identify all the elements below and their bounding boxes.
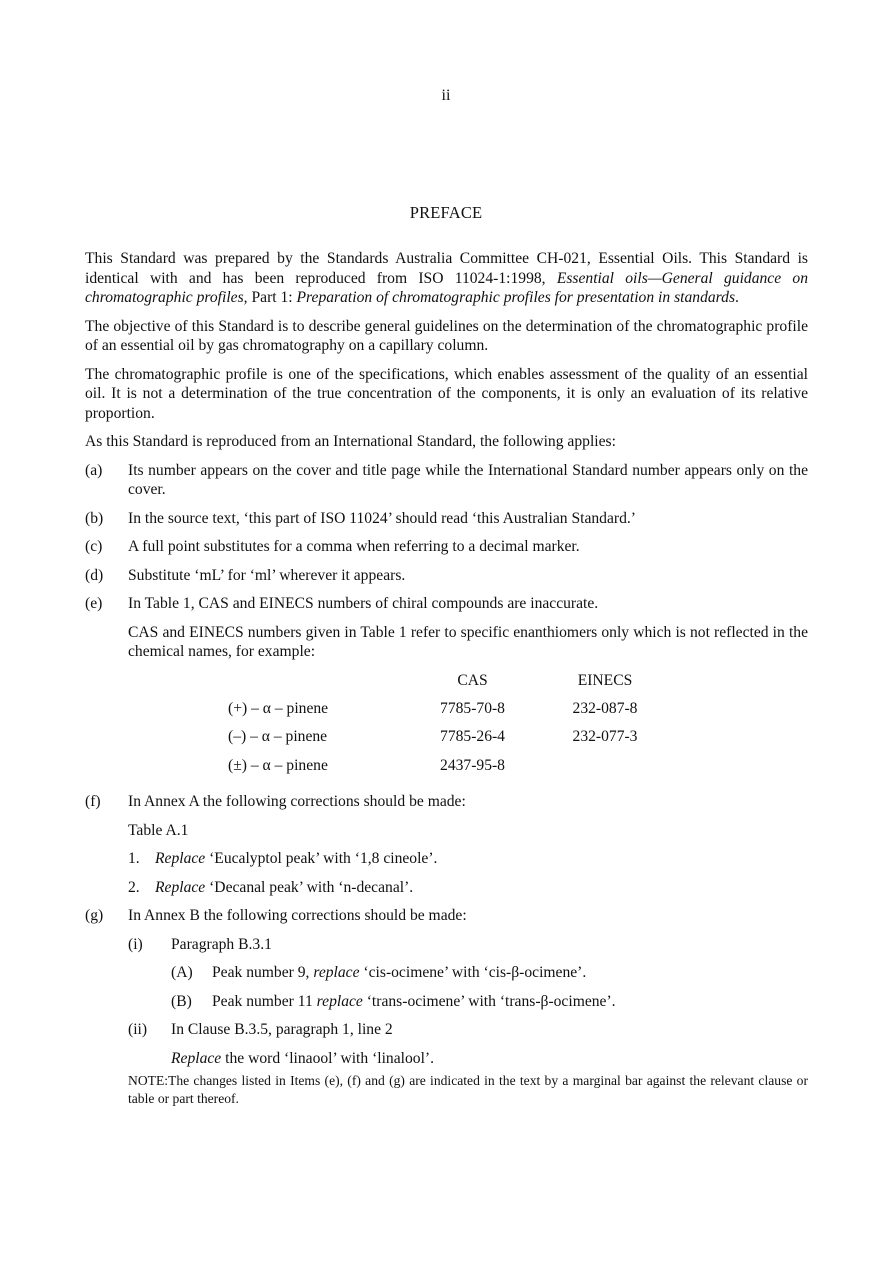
table-cell: (–) – α – pinene (228, 728, 328, 746)
item-text: Its number appears on the cover and title page while the International Standard number appears only on the cover. (128, 461, 808, 498)
subitem-ii-replacement (85, 1049, 808, 1069)
list-item-a (85, 461, 808, 500)
pinene-table (228, 671, 665, 785)
table-cell: 2437-95-8 (440, 756, 505, 774)
intro-paragraph-3: The chromatographic profile is one of the specifications, which enables assessment of the quality of an essential oil. It is not a determination of the true concentration of the components, it is only an evaluation of its relative proportion. (85, 365, 808, 422)
item-label: (f) (85, 793, 101, 811)
subitem-text: ‘trans-ocimene’ with ‘trans-β-ocimene’. (362, 992, 616, 1010)
subitem-B (85, 992, 808, 1012)
table-row (228, 699, 665, 728)
correction-verb: Replace (155, 850, 206, 868)
intro-paragraph-1 (85, 249, 808, 308)
table-cell: 7785-70-8 (440, 699, 505, 717)
page-title: PREFACE (409, 203, 483, 222)
intro-paragraph-2: The objective of this Standard is to describe general guidelines on the determination of the chromatographic profile of an essential oil by gas chromatography on a capillary column. (85, 317, 808, 354)
subitem-ii (85, 1020, 808, 1040)
intro-text: This Standard was prepared by the Standards Australia Committee CH-021, Essential Oils. This Standard is identical with and has been reproduced from ISO 11024-1:1998, (85, 250, 808, 287)
correction-number: 2. (128, 878, 140, 896)
table-header-cell: EINECS (577, 671, 633, 689)
table-cell: (+) – α – pinene (228, 699, 329, 717)
correction-number: 1. (128, 850, 140, 868)
intro-text: , Part 1: (243, 289, 297, 306)
subitem-label: (i) (128, 935, 143, 953)
subitem-text: ‘cis-ocimene’ with ‘cis-β-ocimene’. (359, 964, 587, 982)
note: NOTE:The changes listed in Items (e), (f) and (g) are indicated in the text by a marginal bar against the relevant clause or table or part thereof. (128, 1073, 808, 1107)
intro-text: . (735, 289, 739, 306)
subitem-text: Paragraph B.3.1 (171, 935, 272, 953)
table-row (228, 727, 665, 756)
list-item-g (85, 906, 808, 926)
table-header-row (228, 671, 665, 699)
subitem-i (85, 935, 808, 955)
table-header-cell: CAS (457, 671, 488, 689)
subitem-verb: Replace (171, 1049, 222, 1067)
preface-body (85, 249, 808, 1108)
item-label: (b) (85, 509, 104, 527)
correction-line-2 (85, 878, 808, 898)
table-header-cell (228, 671, 400, 699)
item-text: In Annex B the following corrections should be made: (128, 907, 467, 925)
correction-verb: Replace (155, 878, 206, 896)
table-row (228, 756, 665, 785)
subitem-A (85, 963, 808, 983)
list-item-d (85, 566, 808, 586)
correction-text: ‘Eucalyptol peak’ with ‘1,8 cineole’. (205, 850, 438, 868)
table-cell: (±) – α – pinene (228, 756, 328, 774)
item-text: A full point substitutes for a comma when referring to a decimal marker. (128, 538, 580, 555)
item-label: (c) (85, 538, 103, 555)
subitem-text: Peak number 9, (212, 964, 314, 982)
subitem-text: the word ‘linaool’ with ‘linalool’. (221, 1049, 434, 1067)
table-reference: Table A.1 (128, 821, 189, 839)
subitem-label: (B) (171, 992, 192, 1010)
item-label: (a) (85, 461, 103, 479)
subitem-label: (ii) (128, 1021, 148, 1039)
list-item-e (85, 594, 808, 614)
item-label: (d) (85, 566, 104, 584)
subitem-label: (A) (171, 964, 193, 982)
item-text: Substitute ‘mL’ for ‘ml’ wherever it appears. (128, 566, 406, 584)
subitem-verb: replace (313, 964, 360, 982)
table-cell: 7785-26-4 (440, 728, 505, 746)
list-item-b (85, 509, 808, 529)
item-text: In the source text, ‘this part of ISO 11024’ should read ‘this Australian Standard.’ (128, 509, 636, 527)
correction-line-1 (85, 849, 808, 869)
intro-paragraph-4: As this Standard is reproduced from an International Standard, the following applies: (85, 433, 616, 450)
intro-title-italic: Essential oils—General guidance on chromatographic profiles (85, 269, 808, 306)
table-cell (545, 756, 665, 785)
list-item-c (85, 537, 808, 557)
subitem-text: In Clause B.3.5, paragraph 1, line 2 (171, 1021, 393, 1039)
intro-subtitle-italic: Preparation of chromatographic profiles for presentation in standards (296, 289, 736, 306)
item-label: (g) (85, 907, 104, 925)
correction-text: ‘Decanal peak’ with ‘n-decanal’. (205, 878, 414, 896)
table-cell: 232-077-3 (572, 728, 638, 746)
subitem-text: Peak number 11 (212, 992, 317, 1010)
item-label: (e) (85, 595, 103, 612)
table-cell: 232-087-8 (572, 699, 638, 717)
page-number: ii (441, 87, 451, 104)
item-text: In Table 1, CAS and EINECS numbers of chiral compounds are inaccurate. (128, 595, 599, 612)
item-text: In Annex A the following corrections should be made: (128, 793, 466, 811)
item-e-subparagraph: CAS and EINECS numbers given in Table 1 refer to specific enanthiomers only which is not reflected in the chemical names, for example: (128, 623, 808, 660)
list-item-f (85, 792, 808, 812)
subitem-verb: replace (316, 992, 363, 1010)
